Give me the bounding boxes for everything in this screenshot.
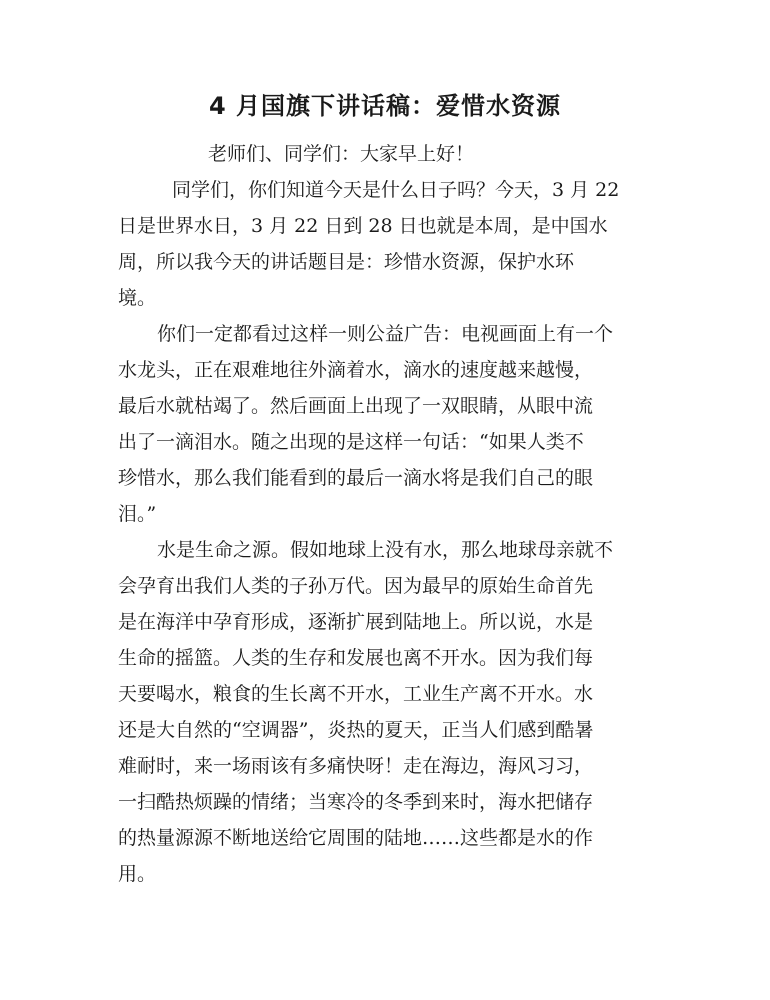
paragraph-line: 的热量源源不断地送给它周围的陆地……这些都是水的作 <box>118 827 594 849</box>
paragraph-line: 会孕育出我们人类的子孙万代。因为最早的原始生命首先 <box>118 575 594 597</box>
paragraph-line: 泪。” <box>118 503 157 525</box>
paragraph-line: 境。 <box>118 287 157 309</box>
paragraph-line: 天要喝水，粮食的生长离不开水，工业生产离不开水。水 <box>118 683 594 705</box>
paragraph-line: 最后水就枯竭了。然后画面上出现了一双眼睛，从眼中流 <box>118 395 594 417</box>
paragraph-line: 难耐时，来一场雨该有多痛快呀！走在海边，海风习习， <box>118 755 594 777</box>
paragraph-line: 水龙头，正在艰难地往外滴着水，滴水的速度越来越慢， <box>118 359 594 381</box>
paragraph-line: 珍惜水，那么我们能看到的最后一滴水将是我们自己的眼 <box>118 467 594 489</box>
page-title: 4 月国旗下讲话稿：爱惜水资源 <box>208 92 562 120</box>
paragraph-line: 日是世界水日，3 月 22 日到 28 日也就是本周，是中国水 <box>118 215 608 237</box>
paragraph-line: 生命的摇篮。人类的生存和发展也离不开水。因为我们每 <box>118 647 594 669</box>
paragraph-line: 还是大自然的“空调器”，炎热的夏天，正当人们感到酷暑 <box>118 719 594 741</box>
paragraph-line: 是在海洋中孕育形成，逐渐扩展到陆地上。所以说，水是 <box>118 611 594 633</box>
paragraph-line: 出了一滴泪水。随之出现的是这样一句话：“如果人类不 <box>118 431 584 453</box>
paragraph-line: 周，所以我今天的讲话题目是：珍惜水资源，保护水环 <box>118 251 575 273</box>
paragraph-line: 一扫酷热烦躁的情绪；当寒冷的冬季到来时，海水把储存 <box>118 791 594 813</box>
paragraph-line: 用。 <box>118 863 157 885</box>
paragraph-line: 水是生命之源。假如地球上没有水，那么地球母亲就不 <box>157 539 614 561</box>
greeting-line: 老师们、同学们：大家早上好！ <box>208 143 475 165</box>
paragraph-line: 同学们，你们知道今天是什么日子吗？今天，3 月 22 <box>172 179 620 201</box>
paragraph-line: 你们一定都看过这样一则公益广告：电视画面上有一个 <box>157 323 614 345</box>
